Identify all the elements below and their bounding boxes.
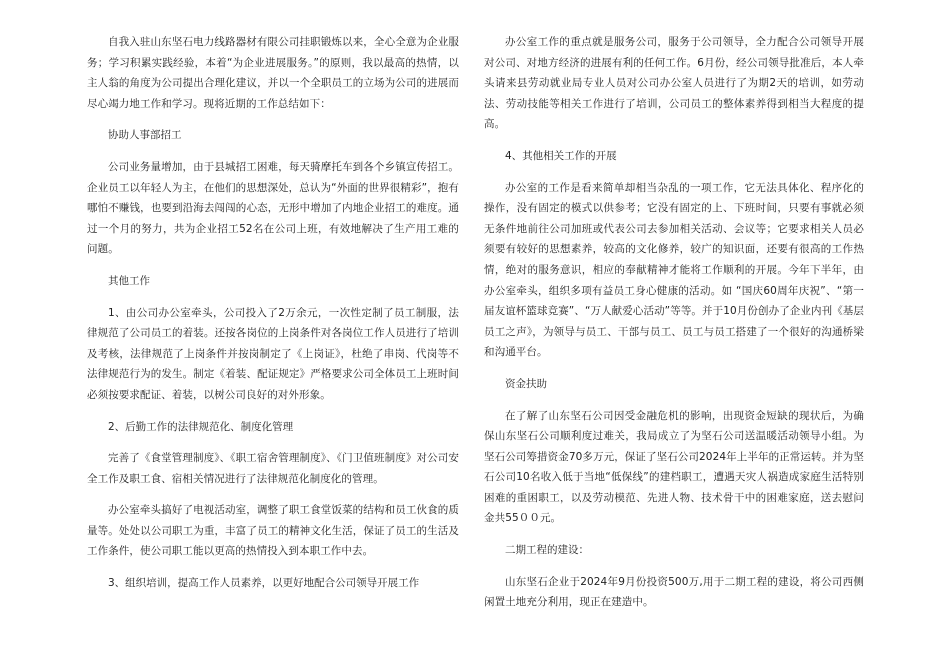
- left-column: [87, 32, 459, 605]
- section-heading-phase-two: 二期工程的建设：: [505, 544, 589, 557]
- section-heading-related-work: 4、其他相关工作的开展: [505, 149, 617, 162]
- section-heading-recruitment: 协助人事部招工: [108, 129, 182, 142]
- section-heading-training: 3、组织培训，提高工作人员素养，以更好地配合公司领导开展工作: [108, 577, 420, 590]
- training-paragraph: 办公室工作的重点就是服务公司，服务于公司领导，全力配合公司领导开展对公司、对地方经济的进展有利的任何工作。6月份，经公司领导批准后，本人牵头请来县劳动就业局专业人员对公司办公室人员进行了为期2天的培训，如劳动法、劳动技能等相关工作进行了培训，公司员工的整体素养得到相当大程度的提高。: [484, 36, 864, 131]
- section-heading-logistics: 2、后勤工作的法律规范化、制度化管理: [108, 420, 294, 433]
- right-column: [484, 32, 864, 624]
- office-work-paragraph: 办公室的工作是看来简单却相当杂乱的一项工作，它无法具体化、程序化的操作，没有固定的模式以供参考；它没有固定的上、下班时间，只要有事就必须无条件地前往公司加班或代表公司去参加相关活动、会议等；它要求相关人员必须要有较好的思想素养，较高的文化修养，较广的知识面，还要有很高的工作热情，绝对的服务意识，相应的奉献精神才能将工作顺利的开展。今年下半年，由办公室牵头，组织多项有益员工身心健康的活动。如 “国庆60周年庆祝”、“第一届友谊杯篮球竞赛”、“万人献爱心活动”等等。并于10月份创办了企业内刊《基层员工之声》，为领导与员工、干部与员工、员工与员工搭建了一个很好的沟通桥梁和沟通平台。: [484, 181, 864, 359]
- recruitment-paragraph: 公司业务量增加，由于县城招工困难，每天骑摩托车到各个乡镇宣传招工。企业员工以年轻人为主，在他们的思想深处，总认为“外面的世界很精彩”，抱有哪怕不赚钱，也要到沿海去闯闯的心态，无形中增加了内地企业招工的难度。通过一个月的努力，共为企业招工52名在公司上班，有效地解决了生产用工难的问题。: [87, 160, 459, 256]
- logistics-rules-paragraph: 完善了《食堂管理制度》、《职工宿舍管理制度》、《门卫值班制度》对公司安全工作及职工食、宿相关情况进行了法律规范化制度化的管理。: [87, 452, 459, 485]
- funding-paragraph: 在了解了山东坚石公司因受金融危机的影响，出现资金短缺的现状后，为确保山东坚石公司顺利度过难关，我局成立了为坚石公司送温暖活动领导小组。为坚石公司筹措资金70多万元，保证了坚石公司2024年上半年的正常运转。并为坚石公司10名收入低于当地“低保线”的建档职工，遭遇天灾人祸造成家庭生活特别困难的重困职工，以及劳动模范、先进人物、技术骨干中的困难家庭，送去慰问金共55００元。: [484, 409, 864, 525]
- activity-room-paragraph: 办公室牵头搞好了电视活动室，调整了职工食堂饭菜的结构和员工伙食的质量等。处处以公司职工为重，丰富了员工的精神文化生活，保证了员工的生活及工作条件，使公司职工能以更高的热情投入到本职工作中去。: [87, 504, 459, 558]
- section-heading-other-work: 其他工作: [108, 274, 150, 287]
- intro-paragraph: 自我入驻山东坚石电力线路器材有限公司挂职锻炼以来，全心全意为企业服务；学习积累实践经验，本着“为企业进展服务。”的原则，我以最高的热情，以主人翁的角度为公司提出合理化建议，并以一个全职员工的立场为公司的进展而尽心竭力地工作和学习。现将近期的工作总结如下：: [87, 36, 459, 110]
- section-heading-funding: 资金扶助: [505, 377, 547, 390]
- uniform-paragraph: 1、由公司办公室牵头，公司投入了2万余元，一次性定制了员工制服，法律规范了公司员工的着装。还按各岗位的上岗条件对各岗位工作人员进行了培训及考核，法律规范了上岗条件并按岗制定了《上岗证》，杜绝了串岗、代岗等不法律规范行为的发生。制定《着装、配证规定》严格要求公司全体员工上班时间必须按要求配证、着装，以树公司良好的对外形象。: [87, 306, 459, 401]
- phase-two-paragraph: 山东坚石企业于2024年9月份投资500万,用于二期工程的建设，将公司西侧闲置土地充分利用，现正在建造中。: [484, 575, 864, 609]
